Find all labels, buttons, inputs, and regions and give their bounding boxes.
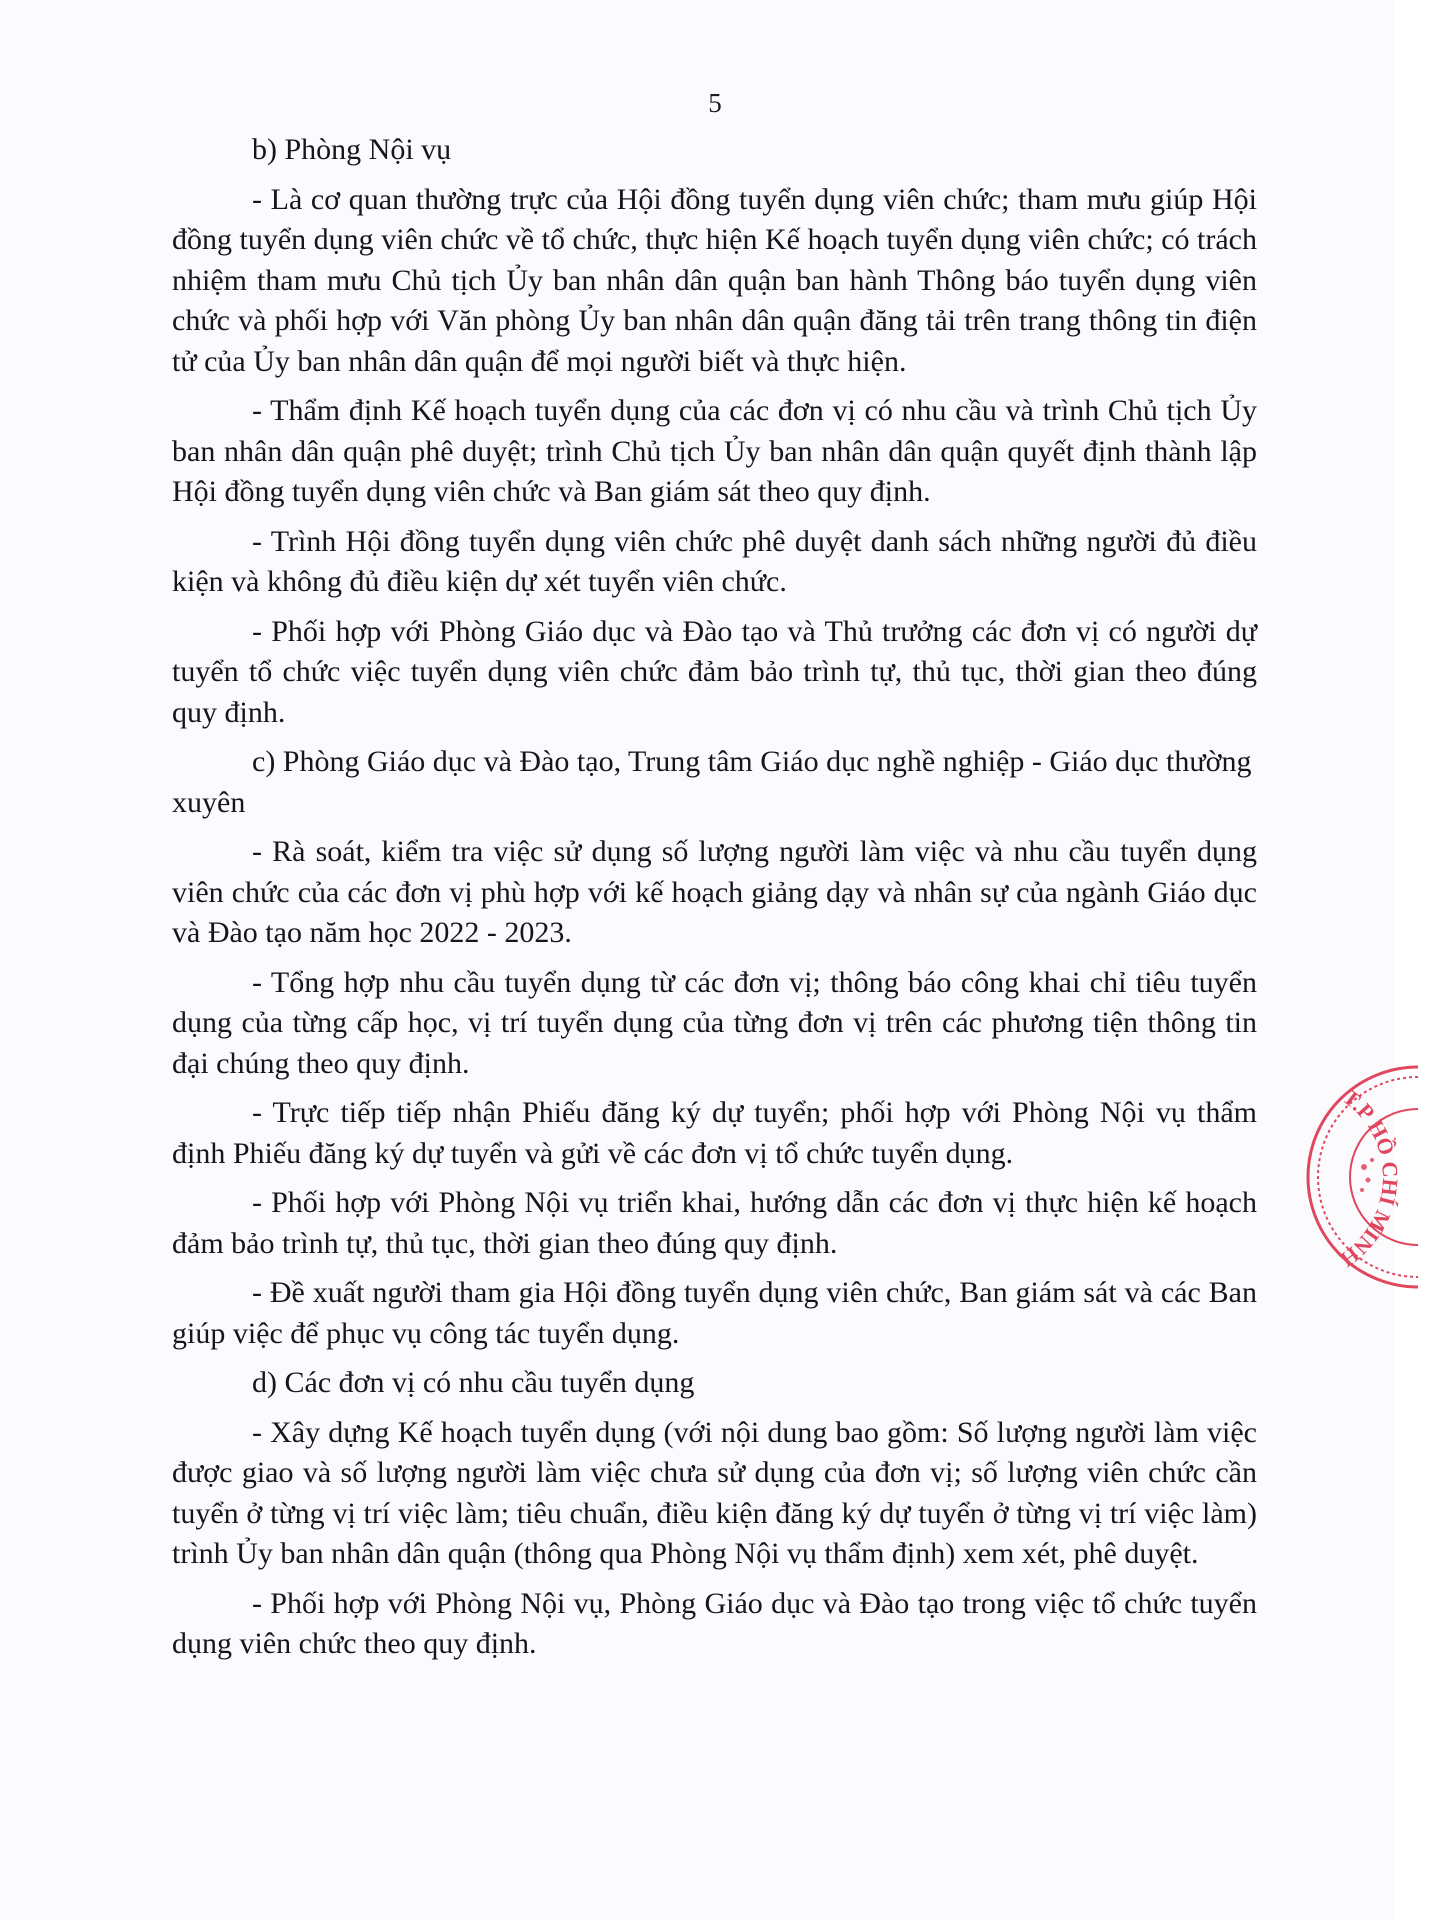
paragraph: - Rà soát, kiểm tra việc sử dụng số lượng người làm việc và nhu cầu tuyển dụng viên chức của các đơn vị phù hợp với kế hoạch giảng dạy và nhân sự của ngành Giáo dục và Đào tạo năm học 2022 - 2023. (172, 835, 1257, 949)
paragraph: - Trình Hội đồng tuyển dụng viên chức phê duyệt danh sách những người đủ điều kiện và không đủ điều kiện dự xét tuyển viên chức. (172, 524, 1257, 598)
paragraph: - Thẩm định Kế hoạch tuyển dụng của các đơn vị có nhu cầu và trình Chủ tịch Ủy ban nhân dân quận phê duyệt; trình Chủ tịch Ủy ban nhân dân quận quyết định thành lập Hội đồng tuyển dụng viên chức và Ban giám sát theo quy định. (172, 394, 1257, 508)
paragraph: - Là cơ quan thường trực của Hội đồng tuyển dụng viên chức; tham mưu giúp Hội đồng tuyển dụng viên chức về tổ chức, thực hiện Kế hoạch tuyển dụng viên chức; có trách nhiệm tham mưu Chủ tịch Ủy ban nhân dân quận ban hành Thông báo tuyển dụng viên chức và phối hợp với Văn phòng Ủy ban nhân dân quận đăng tải trên trang thông tin điện tử của Ủy ban nhân dân quận để mọi người biết và thực hiện. (172, 182, 1257, 378)
section-heading-d: d) Các đơn vị có nhu cầu tuyển dụng (252, 1366, 695, 1399)
paragraph: - Phối hợp với Phòng Giáo dục và Đào tạo và Thủ trưởng các đơn vị có người dự tuyển tổ chức việc tuyển dụng viên chức đảm bảo trình tự, thủ tục, thời gian theo đúng quy định. (172, 614, 1257, 729)
page-number: 5 (708, 88, 722, 118)
paragraph: - Đề xuất người tham gia Hội đồng tuyển dụng viên chức, Ban giám sát và các Ban giúp việc để phục vụ công tác tuyển dụng. (172, 1276, 1257, 1350)
paragraph: - Phối hợp với Phòng Nội vụ, Phòng Giáo dục và Đào tạo trong việc tổ chức tuyển dụng viên chức theo quy định. (172, 1586, 1257, 1660)
paragraph: - Trực tiếp tiếp nhận Phiếu đăng ký dự tuyển; phối hợp với Phòng Nội vụ thẩm định Phiếu đăng ký dự tuyển và gửi về các đơn vị tổ chức tuyển dụng. (172, 1096, 1257, 1170)
paragraph: - Tổng hợp nhu cầu tuyển dụng từ các đơn vị; thông báo công khai chỉ tiêu tuyển dụng của từng cấp học, vị trí tuyển dụng của từng đơn vị trên các phương tiện thông tin đại chúng theo quy định. (172, 965, 1257, 1080)
section-heading-b: b) Phòng Nội vụ (252, 133, 452, 166)
paragraph: - Xây dựng Kế hoạch tuyển dụng (với nội dung bao gồm: Số lượng người làm việc được giao và số lượng người làm việc chưa sử dụng của đơn vị; số lượng viên chức cần tuyển ở từng vị trí việc làm; tiêu chuẩn, điều kiện đăng ký dự tuyển ở từng vị trí việc làm) trình Ủy ban nhân dân quận (thông qua Phòng Nội vụ thẩm định) xem xét, phê duyệt. (172, 1415, 1257, 1570)
official-seal-stamp (1268, 1062, 1418, 1292)
section-heading-c: c) Phòng Giáo dục và Đào tạo, Trung tâm Giáo dục nghề nghiệp - Giáo dục thường xuyên (172, 745, 1252, 819)
document-body (172, 130, 1257, 1674)
paragraph: - Phối hợp với Phòng Nội vụ triển khai, hướng dẫn các đơn vị thực hiện kế hoạch đảm bảo trình tự, thủ tục, thời gian theo đúng quy định. (172, 1186, 1257, 1260)
seal-text: T.P HỒ CHÍ MINH (1335, 1084, 1404, 1273)
